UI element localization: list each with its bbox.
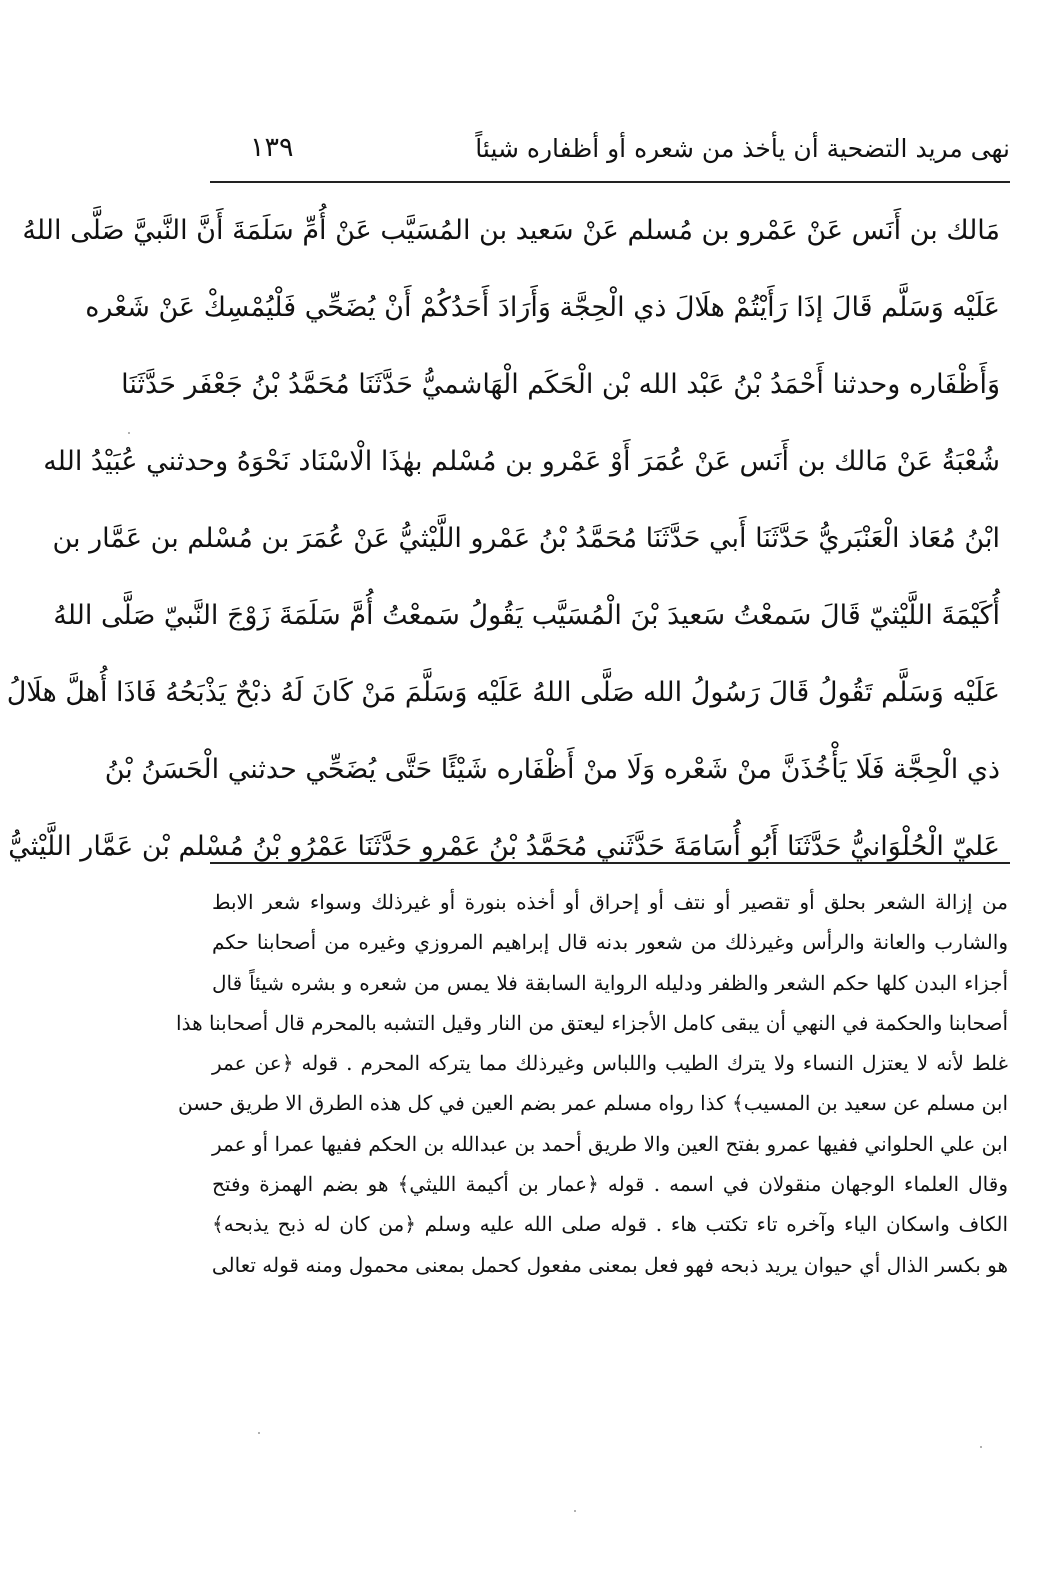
commentary-line: غلط لأنه لا يعتزل النساء ولا يترك الطيب واللباس وغيرذلك مما يتركه المحرم . قوله ﴿عن عمر [212,1051,1008,1076]
scan-speck [980,1446,982,1448]
commentary-line: وقال العلماء الوجهان منقولان في اسمه . قوله ﴿عمار بن أكيمة الليثي﴾ هو بضم الهمزة وفتح [212,1172,1008,1197]
scan-speck [574,1510,576,1512]
hadith-line: أُكَيْمَةَ اللَّيْثيّ قَالَ سَمعْتُ سَعيدَ بْنَ الْمُسَيَّب يَقُولُ سَمعْتُ أُمَّ سَلَمَةَ زَوْجَ النَّبيّ صَلَّى اللهُ [53,600,1000,631]
commentary-line: والشارب والعانة والرأس وغيرذلك من شعور بدنه قال إبراهيم المروزي وغيره من أصحابنا حكم [212,930,1008,955]
hadith-line: ابْنُ مُعَاذ الْعَنْبَريُّ حَدَّثَنَا أَبي حَدَّثَنَا مُحَمَّدُ بْنُ عَمْرو اللَّيْثيُّ عَنْ عُمَرَ بن مُسْلم بن عَمَّار بن [52,523,1000,554]
page-number: ١٣٩ [250,132,294,163]
hadith-text [6,192,1000,885]
commentary-line: ابن علي الحلواني ففيها عمرو بفتح العين والا طريق أحمد بن عبدالله بن الحكم ففيها عمرا أو عمر [212,1131,1008,1156]
commentary-line: هو بكسر الذال أي حيوان يريد ذبحه فهو فعل بمعنى مفعول كحمل بمعنى محمول ومنه قوله تعالى [211,1252,1008,1277]
scan-speck [258,1432,260,1434]
commentary-line: أصحابنا والحكمة في النهي أن يبقى كامل الأجزاء ليعتق من النار وقيل التشبه بالمحرم قال أصحابنا هذا [176,1010,1008,1035]
header-rule [210,181,1010,183]
page-header [210,128,1010,172]
commentary-line: ابن مسلم عن سعيد بن المسيب﴾ كذا رواه مسلم عمر بضم العين في كل هذه الطرق الا طريق حسن [178,1091,1008,1116]
hadith-line: مَالك بن أَنَس عَنْ عَمْرو بن مُسلم عَنْ سَعيد بن المُسَيَّب عَنْ أُمِّ سَلَمَةَ أَنَّ النَّبيَّ صَلَّى اللهُ [22,215,1000,246]
section-divider [210,862,1010,864]
hadith-line: ذي الْحِجَّة فَلَا يَأْخُذَنَّ منْ شَعْره وَلَا منْ أَظْفَاره شَيْئًا حَتَّى يُضَحِّي حدثني الْحَسَنُ بْنُ [104,754,1000,785]
hadith-line: شُعْبَةُ عَنْ مَالك بن أَنَس عَنْ عُمَرَ أَوْ عَمْرو بن مُسْلم بهٰذَا الْاسْنَاد نَحْوَهُ وحدثني عُبَيْدُ الله [43,446,1000,477]
running-title: نهى مريد التضحية أن يأخذ من شعره أو أظفاره شيئاً [475,134,1010,163]
hadith-line: وَأَظْفَاره وحدثنا أَحْمَدُ بْنُ عَبْد الله بْن الْحَكَم الْهَاشميُّ حَدَّثَنَا مُحَمَّدُ بْنُ جَعْفَر حَدَّثَنَا [121,369,1000,400]
hadith-line: عَلَيْه وَسَلَّم تَقُولُ قَالَ رَسُولُ الله صَلَّى اللهُ عَلَيْه وَسَلَّمَ مَنْ كَانَ لَهُ ذبْحٌ يَذْبَحُهُ فَاذَا أُهلَّ هلَالُ [6,677,1000,708]
commentary-line: أجزاء البدن كلها حكم الشعر والظفر ودليله الرواية السابقة فلا يمس من شعره و بشره شيئاً قال [212,970,1008,995]
commentary-text [176,882,1008,1285]
scan-speck [128,432,130,434]
commentary-line: الكاف واسكان الياء وآخره تاء تكتب هاء . قوله صلى الله عليه وسلم ﴿من كان له ذبح يذبحه﴾ [212,1212,1008,1237]
hadith-line: عَلَيْه وَسَلَّم قَالَ إذَا رَأَيْتُمْ هلَالَ ذي الْحِجَّة وَأَرَادَ أَحَدُكُمْ أَنْ يُضَحِّي فَلْيُمْسِكْ عَنْ شَعْره [85,292,1000,323]
commentary-line: من إزالة الشعر بحلق أو تقصير أو نتف أو إحراق أو أخذه بنورة أو غيرذلك وسواء شعر الابط [212,890,1008,914]
hadith-line: عَليّ الْحُلْوَانيُّ حَدَّثَنَا أَبُو أُسَامَةَ حَدَّثَني مُحَمَّدُ بْنُ عَمْرو حَدَّثَنَا عَمْرُو بْنُ مُسْلم بْن عَمَّار اللَّيْثيُّ [8,831,1000,862]
